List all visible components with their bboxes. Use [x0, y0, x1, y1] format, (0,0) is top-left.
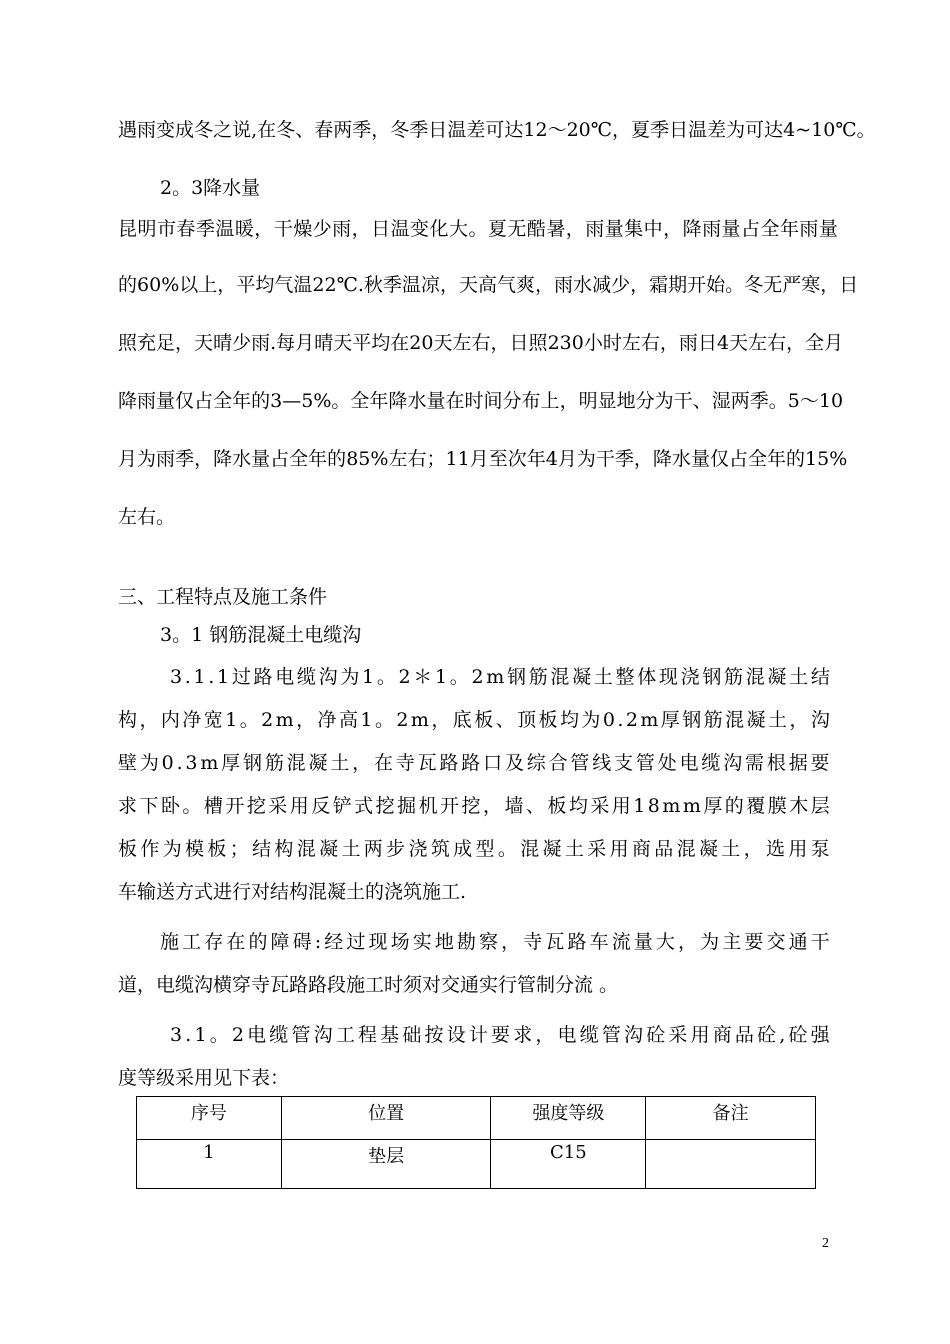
paragraph-line: 3 . 1 . 1 过 路 电 缆 沟 为 1 。 2 ＊ 1 。 2 m 钢 筋 混 凝 土 整 体 现 浇 钢 筋 混 凝 土 结: [170, 666, 830, 688]
paragraph-line: 施 工 存 在 的 障 碍 : 经 过 现 场 实 地 勘 察 ， 寺 瓦 路 车 流 量 大 ， 为 主 要 交 通 干: [160, 931, 830, 953]
paragraph-line: 左右。: [118, 506, 176, 528]
paragraph-line: 照 充 足 ， 天 晴 少 雨 . 每 月 晴 天 平 均 在 2 0 天 左 右 ， 日 照 2 3 0 小 时 左 右 ， 雨 日 4 天 左 右 ， 全 月: [118, 332, 844, 354]
paragraph-line: 车输送方式进行对结构混凝土的浇筑施工.: [118, 881, 467, 903]
chapter-heading: 三、工程特点及施工条件: [118, 586, 328, 608]
paragraph-line: 昆 明 市 春 季 温 暖 ， 干 燥 少 雨 ， 日 温 变 化 大 。 夏 无 酷 暑 ， 雨 量 集 中 ， 降 雨 量 占 全 年 雨 量: [118, 218, 838, 240]
page-number: 2: [822, 1236, 829, 1251]
table-cell: C15: [491, 1140, 646, 1189]
paragraph-line: 求 下 卧 。 槽 开 挖 采 用 反 铲 式 挖 掘 机 开 挖 ， 墙 、 板 均 采 用 1 8 m m 厚 的 覆 膜 木 层: [118, 795, 830, 817]
concrete-grade-table: [136, 1096, 816, 1189]
paragraph-line: 壁 为 0 . 3 m 厚 钢 筋 混 凝 土 ， 在 寺 瓦 路 路 口 及 综 合 管 线 支 管 处 电 缆 沟 需 根 据 要: [118, 752, 830, 774]
paragraph-line: 板 作 为 模 板 ； 结 构 混 凝 土 两 步 浇 筑 成 型 。 混 凝 土 采 用 商 品 混 凝 土 ， 选 用 泵: [118, 838, 830, 860]
table-header-cell: 序号: [137, 1097, 282, 1140]
paragraph-line: 遇 雨 变 成 冬 之 说 , 在 冬 、 春 两 季 ， 冬 季 日 温 差 可 达 1 2 ～ 2 0 ℃ ， 夏 季 日 温 差 为 可 达 4 ~ 1 0 ℃ 。: [118, 119, 876, 141]
paragraph-line: 构 ， 内 净 宽 1 。 2 m ， 净 高 1 。 2 m ， 底 板 、 顶 板 均 为 0 . 2 m 厚 钢 筋 混 凝 土 ， 沟: [118, 709, 830, 731]
paragraph-line: 3 . 1 。 2 电 缆 管 沟 工 程 基 础 按 设 计 要 求 ， 电 缆 管 沟 砼 采 用 商 品 砼 , 砼 强: [170, 1024, 830, 1046]
table-header-row: [137, 1097, 816, 1140]
table-header-cell: 位置: [281, 1097, 491, 1140]
paragraph-line: 度等级采用见下表：: [118, 1067, 290, 1089]
paragraph-line: 道，电缆沟横穿寺瓦路路段施工时须对交通实行管制分流 。: [118, 974, 619, 996]
section-heading-precipitation: 2。3降水量: [160, 177, 261, 199]
table-cell: 垫层: [281, 1140, 491, 1189]
table-cell: 1: [137, 1140, 282, 1189]
paragraph-line: 的 6 0 % 以 上 ， 平 均 气 温 2 2 ℃ . 秋 季 温 凉 ， 天 高 气 爽 ， 雨 水 减 少 ， 霜 期 开 始 。 冬 无 严 寒 ， 日: [118, 274, 859, 296]
table-header-cell: 强度等级: [491, 1097, 646, 1140]
table-header-cell: 备注: [646, 1097, 816, 1140]
table-row: [137, 1140, 816, 1189]
paragraph-line: 降 雨 量 仅 占 全 年 的 3 — 5 % 。 全 年 降 水 量 在 时 间 分 布 上 ， 明 显 地 分 为 干 、 湿 两 季 。 5 ～ 1 0: [118, 390, 844, 412]
section-heading-cable-trench: 3。1 钢筋混凝土电缆沟: [160, 624, 362, 646]
table-cell: [646, 1140, 816, 1189]
paragraph-line: 月 为 雨 季 ， 降 水 量 占 全 年 的 8 5 % 左 右 ； 1 1 月 至 次 年 4 月 为 干 季 ， 降 水 量 仅 占 全 年 的 1 5 %: [118, 448, 848, 470]
